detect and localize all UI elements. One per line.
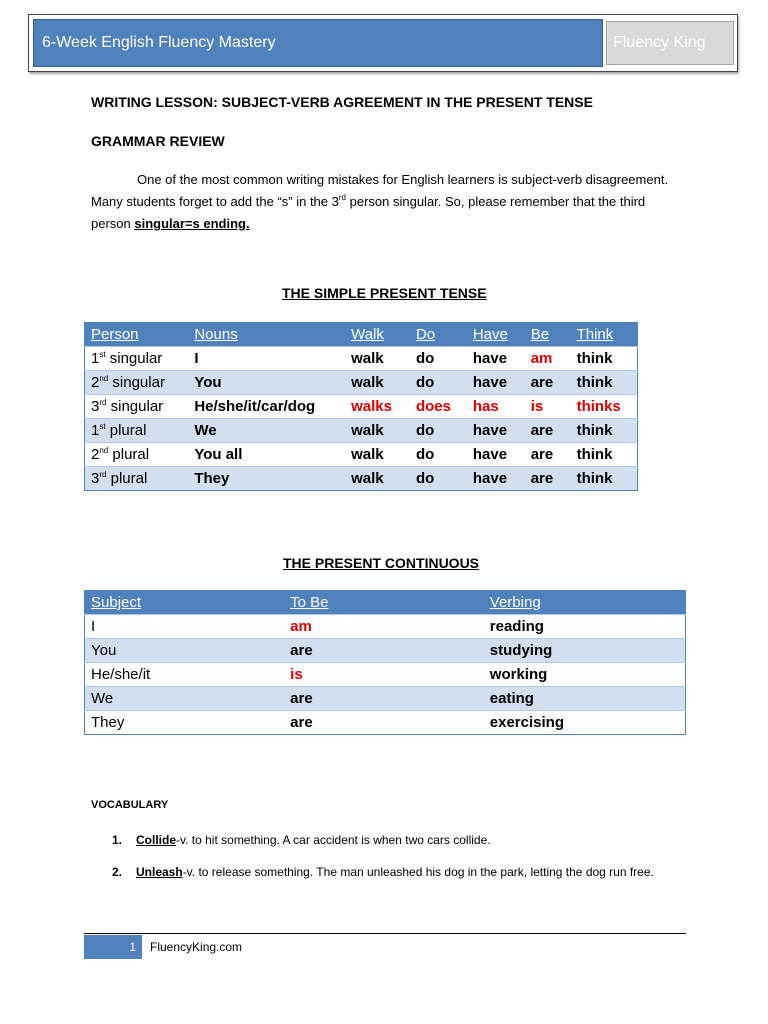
column-header: Subject (85, 591, 285, 615)
to-be-cell: are (284, 639, 484, 663)
table-row (85, 347, 638, 371)
walk-cell: walk (345, 443, 410, 467)
vocabulary-definition: -v. to release something. The man unleashed his dog in the park, letting the dog run free. (182, 865, 654, 879)
noun-cell: You (188, 371, 345, 395)
noun-cell: I (188, 347, 345, 371)
intro-paragraph (91, 169, 681, 235)
person-ordinal: st (99, 350, 106, 359)
footer-site: FluencyKing.com (150, 940, 243, 954)
table-row (85, 443, 638, 467)
table-row (85, 615, 686, 639)
subject-cell: We (85, 687, 285, 711)
do-cell: do (410, 371, 467, 395)
vocabulary-term: Collide (136, 833, 177, 847)
vocabulary-title: VOCABULARY (91, 799, 169, 811)
be-cell: is (525, 395, 571, 419)
intro-sup: rd (338, 193, 346, 202)
think-cell: think (571, 371, 638, 395)
noun-cell: You all (188, 443, 345, 467)
section-title-grammar-review: GRAMMAR REVIEW (91, 133, 225, 149)
table-row (85, 663, 686, 687)
column-header: Verbing (484, 591, 686, 615)
column-header: Person (85, 323, 189, 347)
person-number: 2 (91, 374, 100, 391)
be-cell: are (525, 419, 571, 443)
intro-text-1: One of the most common writing mistakes for English learners is subject-verb disagreement. Many students forget to add the “s” in the 3 (91, 172, 669, 209)
page-header (28, 14, 738, 72)
column-header: Do (410, 323, 467, 347)
be-cell: are (525, 371, 571, 395)
vocabulary-term: Unleash (136, 865, 183, 879)
be-cell: are (525, 467, 571, 491)
think-cell: think (571, 419, 638, 443)
subject-cell: You (85, 639, 285, 663)
do-cell: do (410, 419, 467, 443)
person-cell (85, 419, 189, 443)
subject-cell: I (85, 615, 285, 639)
course-title: 6-Week English Fluency Mastery (33, 19, 603, 67)
intro-emphasis: singular=s ending. (134, 216, 250, 231)
have-cell: has (467, 395, 525, 419)
do-cell: does (410, 395, 467, 419)
walk-cell: walk (345, 467, 410, 491)
table-header-row (85, 323, 638, 347)
column-header: Have (467, 323, 525, 347)
vocabulary-item (112, 830, 672, 850)
footer-divider (84, 933, 686, 934)
to-be-cell: are (284, 711, 484, 735)
be-cell: am (525, 347, 571, 371)
table-row (85, 639, 686, 663)
have-cell: have (467, 443, 525, 467)
think-cell: think (571, 347, 638, 371)
brand-name: Fluency King (606, 21, 734, 65)
table-row (85, 419, 638, 443)
person-label: singular (106, 398, 164, 415)
column-header: To Be (284, 591, 484, 615)
verbing-cell: working (484, 663, 686, 687)
table-row (85, 687, 686, 711)
person-ordinal: rd (99, 470, 107, 479)
think-cell: think (571, 467, 638, 491)
noun-cell: They (188, 467, 345, 491)
person-label: singular (108, 374, 165, 391)
page-number: 1 (84, 935, 142, 959)
person-number: 1 (91, 350, 100, 367)
table-row (85, 371, 638, 395)
to-be-cell: am (284, 615, 484, 639)
person-number: 1 (91, 422, 100, 439)
person-cell (85, 467, 189, 491)
have-cell: have (467, 419, 525, 443)
walk-cell: walks (345, 395, 410, 419)
do-cell: do (410, 467, 467, 491)
person-cell (85, 395, 189, 419)
simple-present-table (84, 322, 638, 491)
present-continuous-title: THE PRESENT CONTINUOUS (283, 555, 480, 571)
verbing-cell: reading (484, 615, 686, 639)
person-label: plural (106, 470, 148, 487)
column-header: Be (525, 323, 571, 347)
person-ordinal: nd (99, 446, 109, 455)
do-cell: do (410, 443, 467, 467)
be-cell: are (525, 443, 571, 467)
intro-text-2: person singular. So, please remember that the third person (91, 194, 646, 231)
vocabulary-item (112, 862, 672, 882)
to-be-cell: are (284, 687, 484, 711)
column-header: Think (571, 323, 638, 347)
lesson-title: WRITING LESSON: SUBJECT-VERB AGREEMENT IN THE PRESENT TENSE (91, 94, 593, 110)
think-cell: thinks (571, 395, 638, 419)
to-be-cell: is (284, 663, 484, 687)
table-row (85, 467, 638, 491)
think-cell: think (571, 443, 638, 467)
present-continuous-table (84, 590, 686, 735)
person-ordinal: nd (99, 374, 109, 383)
do-cell: do (410, 347, 467, 371)
vocabulary-number: 1. (112, 833, 123, 847)
have-cell: have (467, 467, 525, 491)
verbing-cell: studying (484, 639, 686, 663)
table-header-row (85, 591, 686, 615)
table-row (85, 395, 638, 419)
walk-cell: walk (345, 347, 410, 371)
simple-present-title: THE SIMPLE PRESENT TENSE (282, 285, 487, 301)
vocabulary-definition: -v. to hit something. A car accident is when two cars collide. (176, 833, 491, 847)
verbing-cell: eating (484, 687, 686, 711)
column-header: Walk (345, 323, 410, 347)
person-label: plural (108, 446, 150, 463)
person-number: 2 (91, 446, 100, 463)
walk-cell: walk (345, 371, 410, 395)
person-ordinal: st (99, 422, 106, 431)
person-cell (85, 371, 189, 395)
person-ordinal: rd (99, 398, 107, 407)
noun-cell: We (188, 419, 345, 443)
verbing-cell: exercising (484, 711, 686, 735)
person-number: 3 (91, 470, 100, 487)
column-header: Nouns (188, 323, 345, 347)
person-cell (85, 443, 189, 467)
subject-cell: He/she/it (85, 663, 285, 687)
table-row (85, 711, 686, 735)
vocabulary-number: 2. (112, 865, 123, 879)
person-number: 3 (91, 398, 100, 415)
person-cell (85, 347, 189, 371)
subject-cell: They (85, 711, 285, 735)
person-label: singular (105, 350, 163, 367)
person-label: plural (105, 422, 147, 439)
have-cell: have (467, 371, 525, 395)
walk-cell: walk (345, 419, 410, 443)
have-cell: have (467, 347, 525, 371)
noun-cell: He/she/it/car/dog (188, 395, 345, 419)
